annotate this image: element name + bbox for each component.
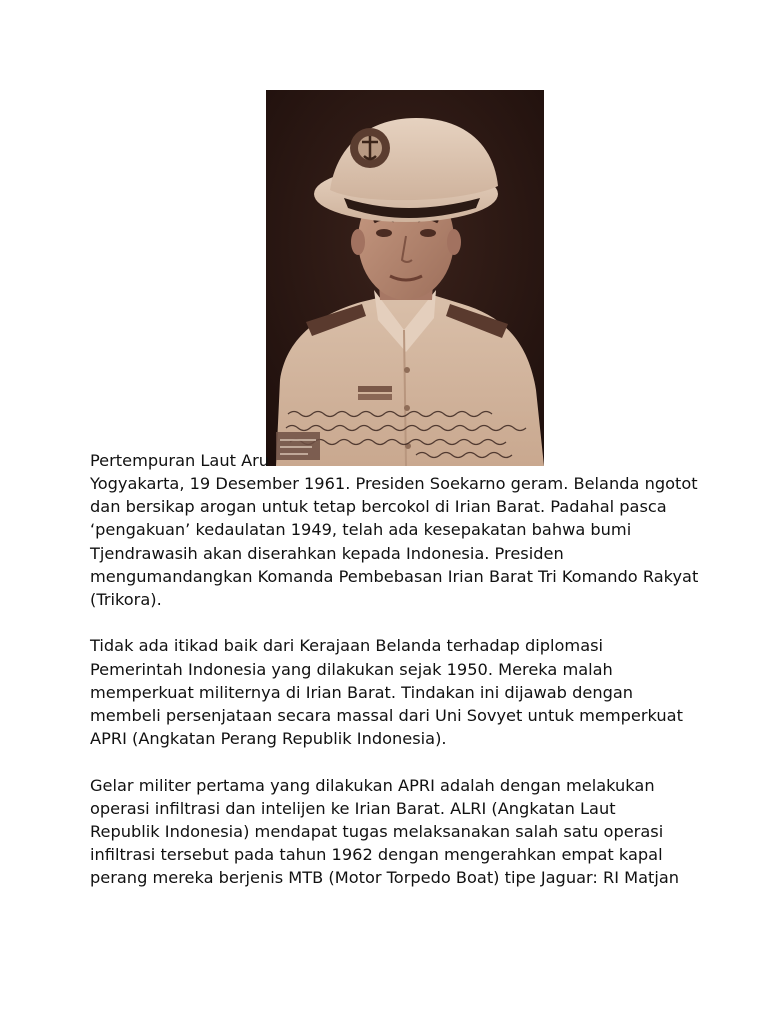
text-line: ‘pengakuan’ kedaulatan 1949, telah ada kesepakatan bahwa bumi	[90, 520, 632, 540]
text-line: infiltrasi tersebut pada tahun 1962 dengan mengerahkan empat kapal	[90, 845, 663, 865]
text-line: dan bersikap arogan untuk tetap bercokol di Irian Barat. Padahal pasca	[90, 497, 667, 517]
text-line: Yogyakarta, 19 Desember 1961. Presiden Soekarno geram. Belanda ngotot	[90, 474, 698, 493]
text-line: Republik Indonesia) mendapat tugas melaksanakan salah satu operasi	[90, 822, 664, 842]
text-line: APRI (Angkatan Perang Republik Indonesia).	[90, 729, 447, 749]
text-line: perang mereka berjenis MTB (Motor Torpedo Boat) tipe Jaguar: RI Matjan	[90, 868, 680, 888]
text-line: (Trikora).	[90, 590, 162, 610]
text-line: membeli persenjataan secara massal dari Uni Sovyet untuk memperkuat	[90, 706, 683, 726]
text-line: memperkuat militernya di Irian Barat. Tindakan ini dijawab dengan	[90, 682, 634, 702]
text-line: Tidak ada itikad baik dari Kerajaan Belanda terhadap diplomasi	[90, 636, 604, 656]
text-line: mengumandangkan Komanda Pembebasan Irian Barat Tri Komando Rakyat	[90, 566, 699, 586]
text-line: Pemerintah Indonesia yang dilakukan sejak 1950. Mereka malah	[90, 659, 613, 679]
text-line: Gelar militer pertama yang dilakukan APRI adalah dengan melakukan	[90, 775, 655, 795]
paragraph-3	[90, 774, 690, 890]
text-line: operasi infiltrasi dan intelijen ke Irian Barat. ALRI (Angkatan Laut	[90, 798, 616, 818]
text-line: Tjendrawasih akan diserahkan kepada Indonesia. Presiden	[90, 543, 564, 563]
portrait-photo-illustration	[266, 90, 544, 466]
article-body	[90, 472, 699, 913]
paragraph-1	[90, 472, 699, 611]
paragraph-2	[90, 634, 690, 750]
article-title: Pertempuran Laut Aru	[90, 451, 270, 470]
portrait-photo	[266, 90, 544, 466]
